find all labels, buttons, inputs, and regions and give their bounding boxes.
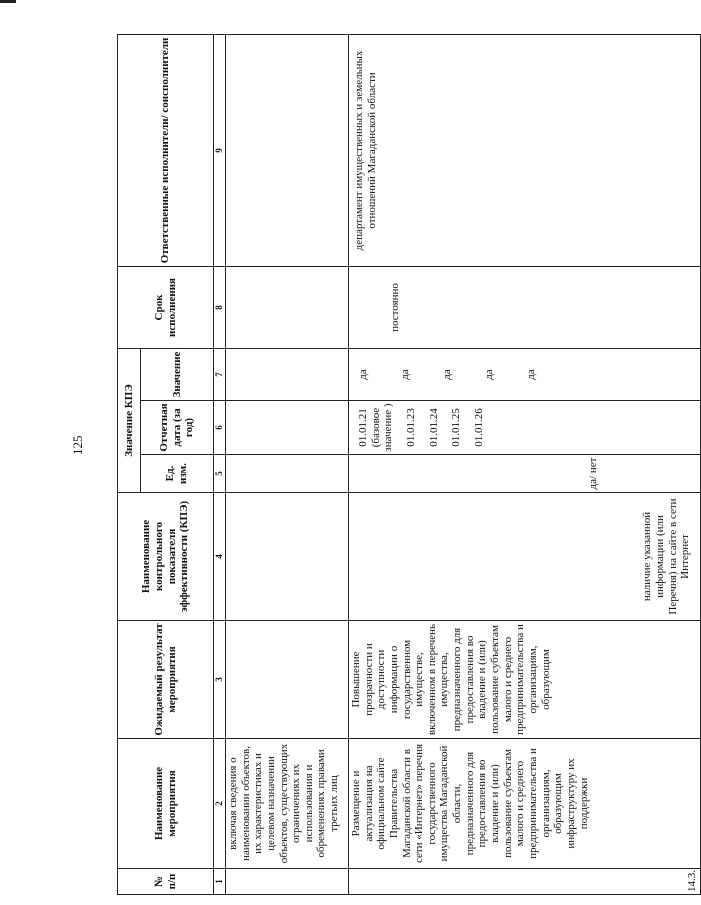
col-number-1: 1 — [214, 869, 226, 895]
header-value: Значение — [141, 348, 214, 400]
header-responsible: Ответственные исполнители/ соисполнители — [118, 34, 214, 266]
cell-kpe-name: наличие указанной информации (или Перечня) на сайте в сети Интернет — [349, 493, 701, 621]
rotated-table-container — [117, 35, 699, 895]
kpe-value-item: да — [441, 369, 453, 380]
column-number-row — [214, 34, 226, 894]
cell-empty — [226, 348, 349, 400]
kpe-date-item: 01.01.24 — [427, 408, 440, 447]
cell-num: 14.3. — [349, 869, 701, 895]
cell-event: Размещение и актуализация на официальном сайте Правительства Магаданской области в сети «Интернет» перечня государственного имущества Магаданской области, предназначенного для предоставления во владение и (или) пользование субъектам малого и среднего предпринимательства и организациям, образующим инфраструктуру их поддержки — [349, 739, 701, 869]
col-number-7: 7 — [214, 348, 226, 400]
header-date: Отчетная дата (за год) — [141, 401, 214, 455]
kpe-value-item: да — [525, 369, 537, 380]
header-unit: Ед. изм. — [141, 455, 214, 493]
header-kpe-name: Наименование контрольного показателя эффективности (КПЭ) — [118, 493, 214, 621]
table-row-continuation — [226, 34, 349, 894]
header-result: Ожидаемый результат мероприятия — [118, 621, 214, 739]
col-number-8: 8 — [214, 266, 226, 348]
cell-result: Повышение прозрачности и доступности информации о государственном имуществе, включенном в перечень имущества, предназначенного для предоставления во владение и (или) пользование субъектам малого и среднего предпринимательства и организациям, образующим — [349, 621, 701, 739]
header-row-1 — [118, 34, 141, 894]
header-kpe-group: Значение КПЭ — [118, 348, 141, 492]
header-term: Срок исполнения — [118, 266, 214, 348]
cell-values — [349, 348, 701, 400]
col-number-2: 2 — [214, 739, 226, 869]
cell-term: постоянно — [349, 266, 701, 348]
cell-empty — [226, 266, 349, 348]
col-number-4: 4 — [214, 493, 226, 621]
kpe-date-item: 01.01.25 — [450, 408, 463, 447]
col-number-5: 5 — [214, 455, 226, 493]
col-number-6: 6 — [214, 401, 226, 455]
cell-empty — [226, 34, 349, 266]
cell-empty — [226, 493, 349, 621]
kpe-value-item: да — [483, 369, 495, 380]
kpe-value-item: да — [399, 369, 411, 380]
header-num: № п/п — [118, 869, 214, 895]
kpe-date-item: 01.01.23 — [404, 408, 417, 447]
kpe-date-item: 01.01.26 — [472, 408, 485, 447]
kpe-date-item: 01.01.21 (базовое значение ) — [357, 403, 395, 452]
cell-empty — [226, 455, 349, 493]
col-number-9: 9 — [214, 34, 226, 266]
cell-responsible: департамент имущественных и земельных отношений Магаданской области — [349, 34, 701, 266]
measures-table — [117, 34, 701, 895]
col-number-3: 3 — [214, 621, 226, 739]
cell-empty — [226, 401, 349, 455]
cell-event-continuation: включая сведения о наименовании объектов, их характеристиках и целевом назначении объектов, существующих ограничениях их использования и обременениях правами третьих лиц — [226, 739, 349, 869]
kpe-value-item: да — [357, 369, 369, 380]
cell-empty — [226, 621, 349, 739]
table-row-14-3 — [349, 34, 701, 894]
header-event: Наименование мероприятия — [118, 739, 214, 869]
scan-corner-mark — [0, 0, 16, 3]
cell-unit: да/ нет — [349, 455, 701, 493]
cell-num-empty — [226, 869, 349, 895]
cell-dates — [349, 401, 701, 455]
page-number: 125 — [70, 435, 85, 455]
